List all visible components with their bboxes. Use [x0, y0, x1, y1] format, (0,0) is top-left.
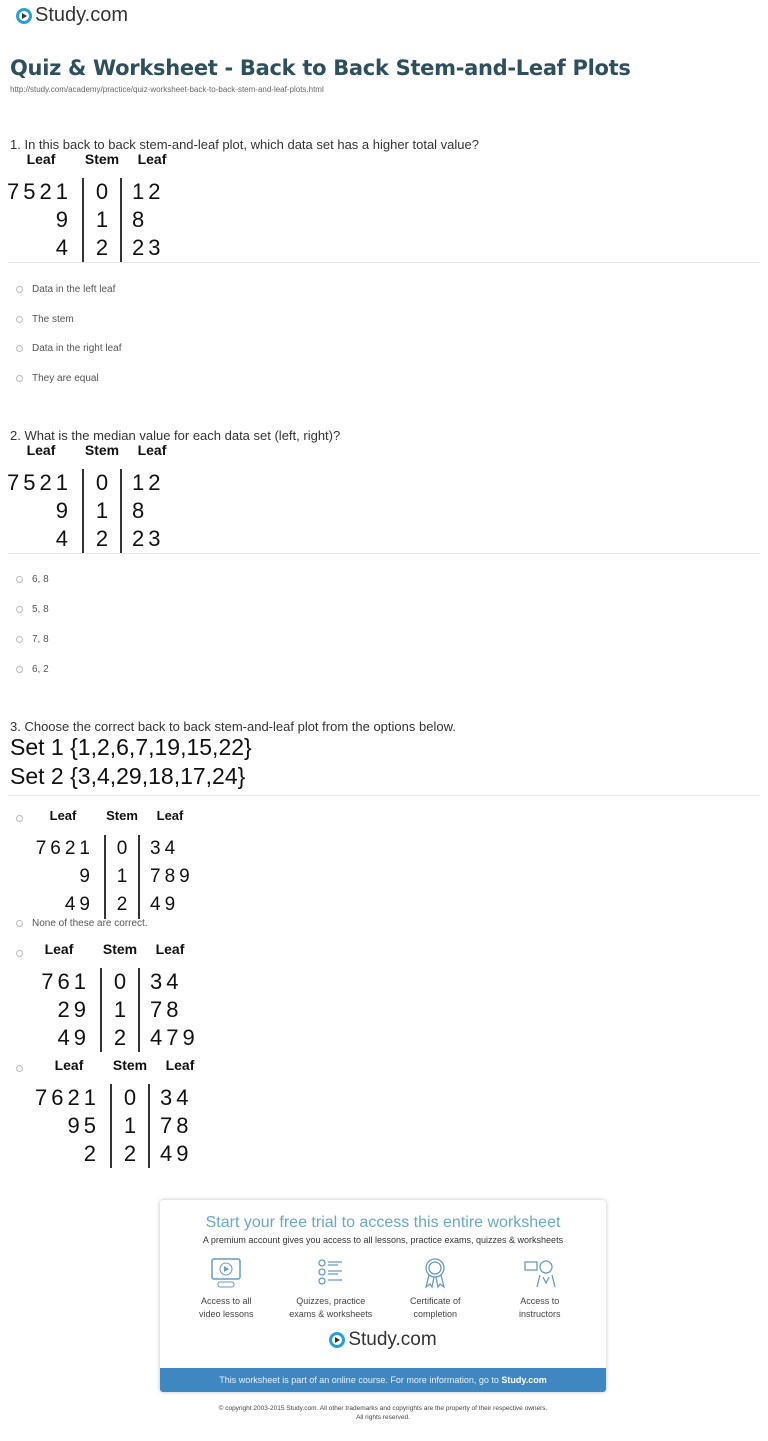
right-leaf-header: Leaf: [165, 1057, 195, 1073]
radio-icon[interactable]: [16, 1065, 23, 1072]
divider: [8, 262, 760, 263]
left-leaf-header: Leaf: [26, 442, 56, 458]
left-leaf-cell: 761: [41, 969, 90, 994]
right-leaf-header: Leaf: [137, 151, 167, 167]
stem-cell: 2: [110, 1140, 150, 1168]
right-leaf-cell: 34: [150, 969, 183, 994]
right-leaf-cell: 49: [160, 1141, 193, 1166]
course-info-bar: This worksheet is part of an online course. For more information, go to Study.com: [160, 1368, 606, 1392]
right-leaf-cell: 789: [150, 866, 194, 887]
left-leaf-cell: 9: [55, 207, 72, 232]
radio-icon[interactable]: [16, 345, 23, 352]
feature-video-lessons: Access to all video lessons: [176, 1257, 276, 1321]
promo-heading[interactable]: Start your free trial to access this entire worksheet: [205, 1214, 561, 1231]
stem-cell: 0: [82, 469, 122, 497]
left-leaf-cell: 9: [79, 866, 94, 887]
divider: [8, 795, 760, 796]
stem-leaf-plot-option: [22, 807, 200, 919]
right-leaf-cell: 12: [132, 179, 165, 204]
stem-leaf-plot: [0, 441, 182, 553]
left-leaf-cell: 7521: [7, 179, 72, 204]
stem-header: Stem: [102, 941, 138, 957]
stem-cell: 2: [82, 525, 122, 553]
right-leaf-cell: 8: [132, 498, 149, 523]
right-leaf-cell: 34: [160, 1085, 193, 1110]
left-leaf-cell: 7521: [7, 470, 72, 495]
left-leaf-cell: 4: [55, 235, 72, 260]
left-leaf-header: Leaf: [26, 151, 56, 167]
stem-header: Stem: [112, 1057, 148, 1073]
stem-header: Stem: [106, 808, 138, 823]
promo-subheading: A premium account gives you access to all lessons, practice exams, quizzes & worksheets: [202, 1235, 564, 1245]
study-logo[interactable]: Study.com: [16, 4, 128, 27]
radio-icon[interactable]: [16, 316, 23, 323]
stem-leaf-plot-option: [18, 940, 200, 1052]
left-leaf-cell: 29: [57, 997, 90, 1022]
answer-option[interactable]: Data in the left leaf: [16, 284, 115, 295]
answer-option[interactable]: Data in the right leaf: [16, 343, 122, 354]
stem-cell: 1: [110, 1112, 150, 1140]
question-1-text: 1. In this back to back stem-and-leaf plot, which data set has a higher total value?: [10, 137, 479, 152]
answer-option[interactable]: None of these are correct.: [16, 918, 148, 929]
radio-icon[interactable]: [16, 375, 23, 382]
radio-icon[interactable]: [16, 286, 23, 293]
stem-cell: 0: [104, 835, 140, 863]
copyright: © copyright 2003-2015 Study.com. All other trademarks and copyrights are the property of their respective owners. All rights reserved.: [218, 1405, 548, 1421]
answer-option[interactable]: 6, 2: [16, 664, 49, 675]
stem-cell: 2: [100, 1024, 140, 1052]
right-leaf-cell: 78: [150, 997, 183, 1022]
right-leaf-cell: 49: [150, 894, 180, 915]
stem-cell: 0: [100, 968, 140, 996]
radio-icon[interactable]: [16, 666, 23, 673]
divider: [8, 553, 760, 554]
feature-quizzes: Quizzes, practice exams & worksheets: [281, 1257, 381, 1321]
answer-option[interactable]: 6, 8: [16, 574, 49, 585]
answer-option[interactable]: They are equal: [16, 373, 99, 384]
free-trial-promo: [160, 1200, 606, 1392]
promo-study-logo[interactable]: Study.com: [160, 1329, 606, 1351]
feature-certificate: Certificate of completion: [385, 1257, 485, 1321]
left-leaf-cell: 49: [57, 1025, 90, 1050]
stem-header: Stem: [84, 442, 120, 458]
left-leaf-cell: 7621: [35, 1085, 100, 1110]
left-leaf-header: Leaf: [44, 941, 74, 957]
left-leaf-header: Leaf: [54, 1057, 84, 1073]
right-leaf-cell: 23: [132, 526, 165, 551]
left-leaf-header: Leaf: [49, 808, 77, 823]
feature-instructors: Access to instructors: [490, 1257, 590, 1321]
radio-icon[interactable]: [16, 576, 23, 583]
answer-option[interactable]: 5, 8: [16, 604, 49, 615]
study-link[interactable]: Study.com: [501, 1375, 547, 1385]
video-lesson-icon: [209, 1257, 243, 1289]
right-leaf-cell: 34: [150, 838, 180, 859]
set-1: Set 1 {1,2,6,7,19,15,22}: [10, 734, 252, 760]
right-leaf-cell: 78: [160, 1113, 193, 1138]
stem-cell: 2: [104, 891, 140, 919]
radio-icon[interactable]: [16, 920, 23, 927]
stem-cell: 0: [110, 1084, 150, 1112]
quiz-list-icon: [314, 1257, 348, 1289]
left-leaf-cell: 9: [55, 498, 72, 523]
stem-cell: 1: [104, 863, 140, 891]
certificate-icon: [418, 1257, 452, 1289]
left-leaf-cell: 2: [83, 1141, 100, 1166]
answer-option[interactable]: The stem: [16, 314, 74, 325]
right-leaf-header: Leaf: [137, 442, 167, 458]
left-leaf-cell: 49: [64, 894, 94, 915]
play-logo-icon: [329, 1332, 345, 1348]
stem-cell: 0: [82, 178, 122, 206]
play-logo-icon: [16, 8, 32, 24]
set-2: Set 2 {3,4,29,18,17,24}: [10, 763, 246, 789]
stem-leaf-plot-option: [28, 1056, 210, 1168]
radio-icon[interactable]: [16, 606, 23, 613]
left-leaf-cell: 95: [67, 1113, 100, 1138]
question-2-text: 2. What is the median value for each data set (left, right)?: [10, 428, 341, 443]
right-leaf-header: Leaf: [155, 941, 185, 957]
right-leaf-cell: 479: [150, 1025, 199, 1050]
right-leaf-cell: 23: [132, 235, 165, 260]
stem-cell: 2: [82, 234, 122, 262]
instructor-icon: [523, 1257, 557, 1289]
left-leaf-cell: 4: [55, 526, 72, 551]
right-leaf-cell: 12: [132, 470, 165, 495]
right-leaf-cell: 8: [132, 207, 149, 232]
stem-cell: 1: [100, 996, 140, 1024]
stem-cell: 1: [82, 206, 122, 234]
stem-cell: 1: [82, 497, 122, 525]
question-3-text: 3. Choose the correct back to back stem-and-leaf plot from the options below.: [10, 719, 456, 734]
answer-option[interactable]: 7, 8: [16, 634, 49, 645]
radio-icon[interactable]: [16, 636, 23, 643]
stem-header: Stem: [84, 151, 120, 167]
page-title: Quiz & Worksheet - Back to Back Stem-and-Leaf Plots: [10, 56, 631, 80]
left-leaf-cell: 7621: [35, 838, 94, 859]
page-url: http://study.com/academy/practice/quiz-worksheet-back-to-back-stem-and-leaf-plots.html: [10, 85, 324, 94]
stem-leaf-plot: [0, 150, 182, 262]
right-leaf-header: Leaf: [156, 808, 184, 823]
